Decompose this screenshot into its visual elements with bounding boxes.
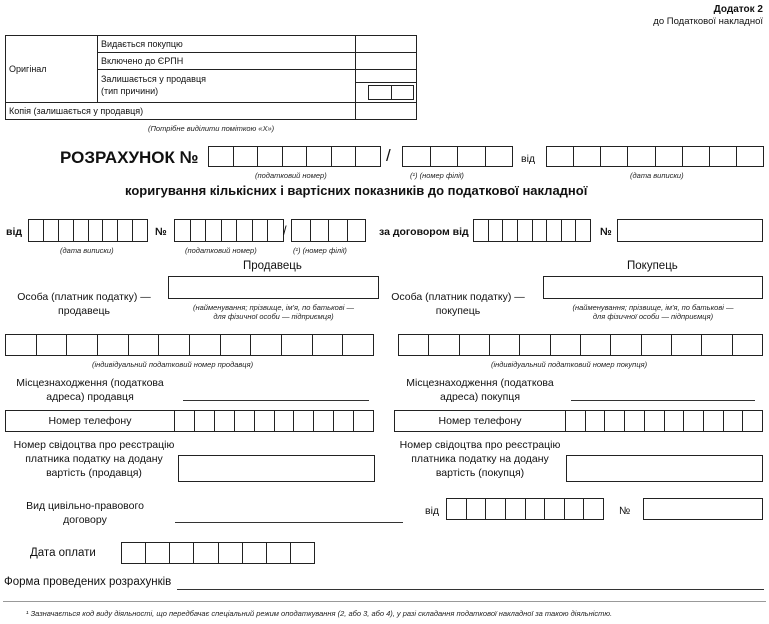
invoice-tax-number-boxes[interactable]	[174, 219, 284, 242]
issued-checkbox[interactable]	[356, 36, 417, 53]
buyer-cert-line3: вартість (покупця)	[435, 467, 525, 480]
buyer-name-cap1: (найменування; прізвище, ім'я, по батькові —	[572, 303, 734, 312]
buyer-ipn-cap: (індивідуальний податковий номер покупця)	[491, 360, 648, 369]
footnote: ¹ Зазначається код виду діяльності, що передбачає спеціальний режим оподаткування (2, або 3, або 4), у разі складання податкової накладної за такою діяльністю.	[26, 609, 613, 618]
buyer-heading: Покупець	[627, 260, 678, 272]
branch-number-boxes[interactable]	[402, 146, 513, 167]
copy-label: Копія (залишається у продавця)	[6, 103, 356, 120]
seller-address-line1: Місцезнаходження (податкова	[16, 377, 164, 389]
included-label: Включено до ЄРПН	[98, 53, 356, 70]
buyer-phone-label: Номер телефону	[438, 415, 522, 427]
document-title: РОЗРАХУНОК №	[60, 148, 199, 167]
footnote-divider	[3, 601, 766, 602]
contract-from-label: за договором від	[379, 226, 469, 238]
status-table	[5, 35, 417, 120]
buyer-address-line2: адреса) покупця	[439, 391, 521, 404]
title-cap-date: (дата виписки)	[630, 171, 684, 180]
contract-type-number-label: №	[619, 505, 631, 517]
buyer-cert-line2: платника податку на додану	[411, 453, 549, 466]
payment-date-label: Дата оплати	[30, 547, 96, 559]
included-checkbox[interactable]	[356, 53, 417, 70]
annex-title: Додаток 2	[713, 4, 763, 15]
buyer-phone-label-box	[394, 410, 566, 432]
buyer-cert-line1: Номер свідоцтва про реєстрацію	[399, 439, 561, 451]
invoice-cap-date: (дата виписки)	[60, 246, 114, 255]
buyer-ipn-boxes[interactable]	[398, 334, 763, 356]
document-subtitle: коригування кількісних і вартісних показників до податкової накладної	[125, 183, 588, 198]
invoice-slash: /	[283, 223, 287, 238]
buyer-name-field[interactable]	[543, 276, 763, 299]
invoice-from-label: від	[6, 226, 23, 238]
seller-cert-line2: платника податку на додану	[25, 453, 163, 466]
remains-checkbox[interactable]	[356, 70, 417, 83]
contract-type-number-field[interactable]	[643, 498, 763, 520]
seller-phone-label: Номер телефону	[48, 415, 132, 427]
buyer-address-line1: Місцезнаходження (податкова	[406, 377, 554, 389]
buyer-address-line[interactable]	[571, 400, 755, 401]
annex-subtitle: до Податкової накладної	[653, 16, 763, 27]
title-date-boxes[interactable]	[546, 146, 764, 167]
seller-phone-boxes[interactable]	[174, 410, 374, 432]
seller-cert-label	[6, 438, 182, 481]
invoice-cap-tax-number: (податковий номер)	[185, 246, 257, 255]
seller-name-field[interactable]	[168, 276, 379, 299]
contract-type-line[interactable]	[175, 522, 403, 523]
contract-type-line2: договору	[63, 514, 107, 527]
tax-number-boxes[interactable]	[208, 146, 381, 167]
invoice-number-label: №	[155, 226, 167, 238]
contract-type-from-label: від	[425, 505, 440, 517]
buyer-name-cap2: для фізичної особи — підприємця)	[592, 312, 714, 321]
remains-cell	[98, 70, 356, 103]
contract-number-label: №	[600, 226, 612, 238]
issued-label: Видається покупцю	[98, 36, 356, 53]
seller-heading: Продавець	[243, 260, 302, 272]
contract-type-line1: Вид цивільно-правового	[26, 500, 144, 512]
title-slash: /	[386, 146, 391, 165]
contract-type-date-boxes[interactable]	[446, 498, 604, 520]
seller-ipn-cap: (індивідуальний податковий номер продавця)	[92, 360, 254, 369]
buyer-person-line2: покупець	[435, 305, 481, 318]
contract-date-boxes[interactable]	[473, 219, 591, 242]
title-cap-tax-number: (податковий номер)	[255, 171, 327, 180]
contract-type-label	[15, 500, 155, 526]
seller-address-label	[10, 377, 170, 403]
invoice-cap-branch: (¹) (номер філії)	[293, 246, 347, 255]
mark-note: (Потрібне виділити поміткою «Х»)	[148, 124, 275, 133]
reason-label: (тип причини)	[101, 86, 159, 96]
title-from-label: від	[521, 153, 536, 165]
invoice-date-boxes[interactable]	[28, 219, 148, 242]
seller-ipn-boxes[interactable]	[5, 334, 374, 356]
buyer-cert-field[interactable]	[566, 455, 763, 482]
reason-cell	[356, 83, 417, 103]
seller-cert-line3: вартість (продавця)	[46, 467, 142, 480]
seller-address-line[interactable]	[183, 400, 369, 401]
seller-person-label	[14, 291, 154, 317]
original-label: Оригінал	[6, 36, 98, 103]
remains-label: Залишається у продавця	[101, 74, 206, 85]
invoice-branch-boxes[interactable]	[291, 219, 366, 242]
seller-cert-line1: Номер свідоцтва про реєстрацію	[13, 439, 175, 451]
buyer-phone-boxes[interactable]	[565, 410, 763, 432]
buyer-person-line1: Особа (платник податку) —	[391, 291, 525, 303]
seller-name-cap	[168, 303, 379, 321]
reason-code-boxes[interactable]	[368, 85, 414, 100]
payment-form-label: Форма проведених розрахунків	[4, 576, 172, 588]
seller-address-line2: адреса) продавця	[46, 391, 134, 404]
seller-cert-field[interactable]	[178, 455, 375, 482]
payment-form-line[interactable]	[177, 589, 764, 590]
seller-person-line1: Особа (платник податку) —	[17, 291, 151, 303]
copy-checkbox[interactable]	[356, 103, 417, 120]
buyer-person-label	[388, 291, 528, 317]
buyer-cert-label	[392, 438, 568, 481]
payment-date-boxes[interactable]	[121, 542, 315, 564]
seller-name-cap2: для фізичної особи — підприємця)	[213, 312, 334, 321]
seller-name-cap1: (найменування; прізвище, ім'я, по батькові —	[192, 303, 355, 312]
buyer-address-label	[400, 377, 560, 403]
seller-person-line2: продавець	[58, 305, 110, 318]
seller-phone-label-box	[5, 410, 175, 432]
contract-number-field[interactable]	[617, 219, 763, 242]
title-cap-branch: (¹) (номер філії)	[410, 171, 464, 180]
buyer-name-cap	[543, 303, 763, 321]
